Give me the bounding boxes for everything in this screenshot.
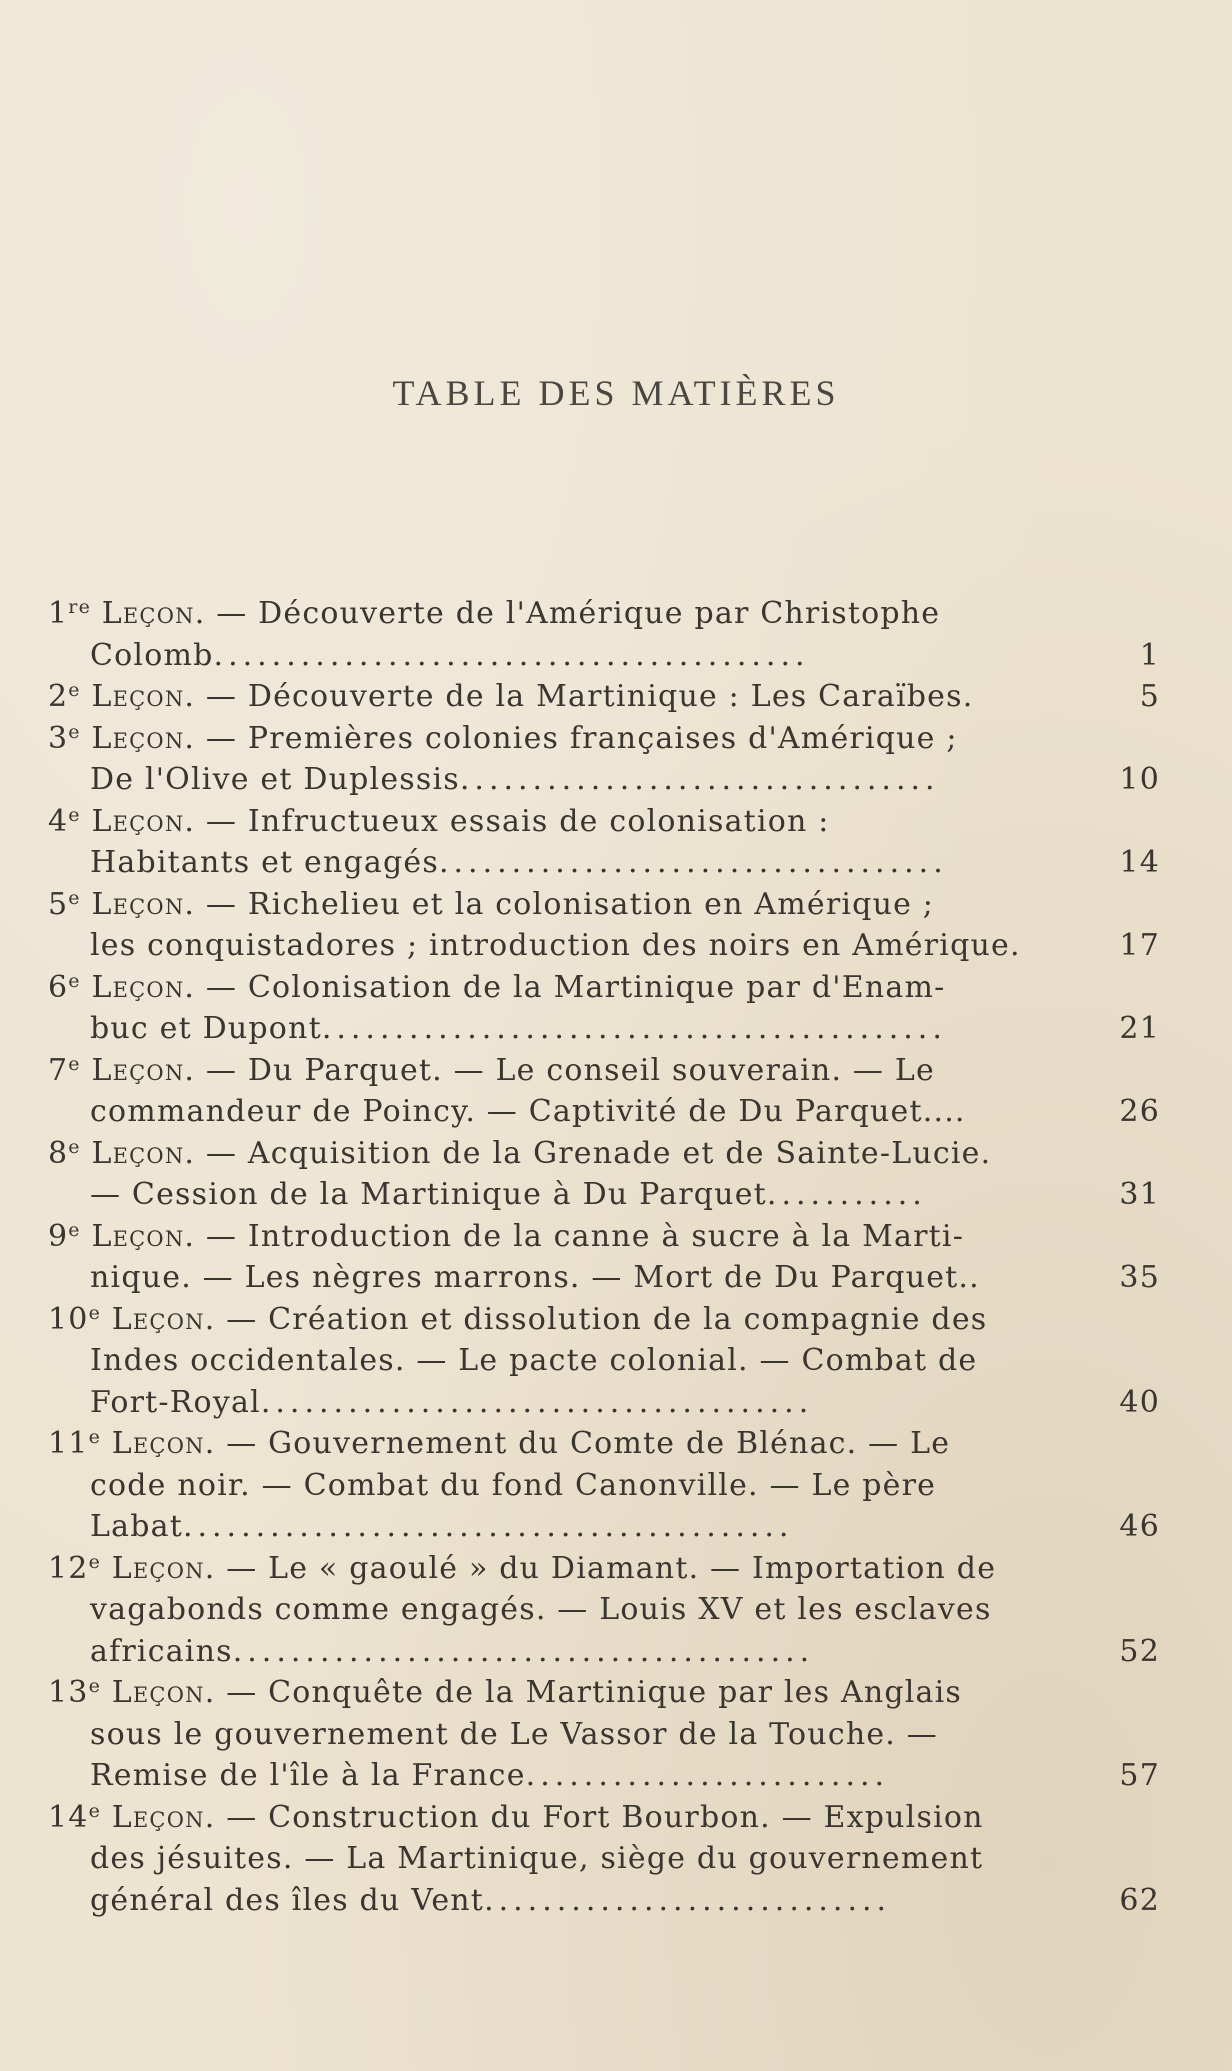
lesson-number-suffix: e bbox=[88, 1550, 102, 1573]
lesson-number-value: 3 bbox=[48, 720, 69, 756]
lesson-title: — Acquisition de la Grenade et de Sainte-Lucie. bbox=[205, 1135, 992, 1171]
toc-entry-first-line bbox=[48, 801, 1160, 843]
toc-entry-first-line bbox=[48, 1050, 1160, 1092]
lesson-title: — Premières colonies françaises d'Amérique ; bbox=[205, 720, 958, 756]
page-number: 52 bbox=[1119, 1633, 1160, 1669]
lesson-title-continuation: africains bbox=[90, 1633, 233, 1669]
lesson-number bbox=[48, 721, 81, 756]
toc-entry-continuation-line bbox=[48, 1631, 1160, 1673]
dot-leaders: .......................................... bbox=[182, 1509, 794, 1544]
toc-entry bbox=[48, 967, 1160, 1050]
lesson-title: — Richelieu et la colonisation en Amérique ; bbox=[205, 886, 935, 922]
page-number: 5 bbox=[1139, 679, 1160, 714]
lesson-number-suffix: e bbox=[88, 1799, 102, 1822]
toc-entry-continuation-line bbox=[48, 1506, 1160, 1548]
lesson-title-continuation: buc et Dupont bbox=[90, 1011, 322, 1046]
lesson-number bbox=[48, 1136, 81, 1171]
lesson-number-value: 7 bbox=[48, 1052, 69, 1088]
lesson-number bbox=[48, 679, 81, 714]
lesson-number-value: 5 bbox=[48, 886, 69, 922]
toc-entry-continuation-line bbox=[48, 1465, 1160, 1507]
lesson-number bbox=[48, 1551, 101, 1586]
lesson-number bbox=[48, 1053, 81, 1088]
lesson-title: — Infructueux essais de colonisation : bbox=[205, 803, 830, 839]
toc-entry bbox=[48, 1299, 1160, 1424]
toc-entry bbox=[48, 676, 1160, 718]
lesson-label: Leçon. bbox=[91, 969, 196, 1005]
lesson-number-value: 13 bbox=[48, 1675, 89, 1710]
dot-leaders: ................................. bbox=[459, 762, 940, 797]
toc-entry bbox=[48, 1548, 1160, 1673]
lesson-title-continuation: commandeur de Poincy. — Captivité de Du Parquet.... bbox=[90, 1094, 966, 1129]
lesson-label: Leçon. bbox=[111, 1550, 216, 1586]
lesson-title: — Création et dissolution de la compagnie des bbox=[226, 1301, 988, 1337]
lesson-title-continuation: Remise de l'île à la France bbox=[90, 1758, 526, 1793]
lesson-title-continuation: — Cession de la Martinique à Du Parquet bbox=[90, 1177, 767, 1212]
page-number: 14 bbox=[1119, 845, 1160, 880]
toc-entry-first-line bbox=[48, 1133, 1160, 1175]
lesson-title-continuation: les conquistadores ; introduction des noirs en Amérique. bbox=[90, 928, 1021, 963]
dot-leaders: ...................................... bbox=[260, 1384, 814, 1420]
page-number: 21 bbox=[1119, 1011, 1160, 1046]
toc-entry-continuation-line bbox=[48, 635, 1160, 677]
toc-entry-continuation-line bbox=[48, 1091, 1160, 1133]
lesson-label: Leçon. bbox=[91, 720, 196, 756]
lesson-title-continuation: Labat bbox=[90, 1509, 183, 1544]
lesson-title: — Du Parquet. — Le conseil souverain. — Le bbox=[205, 1052, 935, 1088]
toc-entry bbox=[48, 801, 1160, 884]
toc-entry-first-line bbox=[48, 1797, 1160, 1839]
lesson-number bbox=[48, 1675, 101, 1710]
toc-entry bbox=[48, 593, 1160, 676]
lesson-title: — Le « gaoulé » du Diamant. — Importation de bbox=[226, 1550, 997, 1586]
lesson-label: Leçon. bbox=[91, 679, 196, 714]
page-number: 31 bbox=[1119, 1177, 1160, 1212]
lesson-number-suffix: re bbox=[68, 596, 92, 618]
toc-entry-first-line bbox=[48, 718, 1160, 760]
toc-entry bbox=[48, 1050, 1160, 1133]
lesson-label: Leçon. bbox=[91, 1218, 196, 1254]
lesson-number-value: 2 bbox=[48, 679, 69, 714]
lesson-label: Leçon. bbox=[111, 1675, 216, 1710]
lesson-title-continuation: Fort-Royal bbox=[90, 1384, 261, 1420]
lesson-number bbox=[48, 596, 91, 631]
dot-leaders: ........... bbox=[766, 1177, 927, 1212]
lesson-title: — Construction du Fort Bourbon. — Expulsion bbox=[226, 1799, 984, 1835]
lesson-title-continuation: des jésuites. — La Martinique, siège du gouvernement bbox=[90, 1841, 984, 1876]
toc-entry-first-line bbox=[48, 1548, 1160, 1590]
lesson-number-value: 1 bbox=[48, 596, 69, 631]
lesson-number-value: 6 bbox=[48, 969, 69, 1005]
toc-entry-continuation-line bbox=[48, 1382, 1160, 1424]
lesson-number bbox=[48, 970, 81, 1005]
page-number: 35 bbox=[1119, 1260, 1160, 1295]
lesson-number bbox=[48, 1800, 101, 1835]
lesson-number-suffix: e bbox=[88, 1301, 102, 1324]
toc-entry-first-line bbox=[48, 1299, 1160, 1341]
page-number: 62 bbox=[1119, 1882, 1160, 1918]
toc-entry-continuation-line bbox=[48, 1880, 1160, 1922]
lesson-number bbox=[48, 1219, 81, 1254]
toc-entry-continuation-line bbox=[48, 1838, 1160, 1880]
lesson-title-continuation: Habitants et engagés bbox=[90, 845, 439, 880]
lesson-label: Leçon. bbox=[91, 803, 196, 839]
lesson-number-value: 4 bbox=[48, 803, 69, 839]
toc-entry bbox=[48, 1423, 1160, 1548]
lesson-number-suffix: e bbox=[68, 679, 81, 701]
dot-leaders: ........................................... bbox=[321, 1011, 947, 1046]
lesson-title: — Découverte de l'Amérique par Christophe bbox=[216, 596, 941, 631]
dot-leaders: ........................................ bbox=[232, 1633, 815, 1669]
dot-leaders: ............................ bbox=[484, 1882, 892, 1918]
lesson-title-continuation: vagabonds comme engagés. — Louis XV et les esclaves bbox=[90, 1592, 992, 1627]
lesson-label: Leçon. bbox=[91, 1052, 196, 1088]
lesson-title: — Introduction de la canne à sucre à la Marti- bbox=[205, 1218, 965, 1254]
toc-entry bbox=[48, 1133, 1160, 1216]
lesson-number-suffix: e bbox=[68, 1052, 81, 1075]
lesson-number-suffix: e bbox=[68, 1218, 81, 1241]
lesson-label: Leçon. bbox=[111, 1301, 216, 1337]
toc-entry bbox=[48, 718, 1160, 801]
toc-entry bbox=[48, 1797, 1160, 1922]
lesson-title: — Colonisation de la Martinique par d'Enam- bbox=[205, 969, 946, 1005]
toc-entry-first-line bbox=[48, 1423, 1160, 1465]
toc-entry-continuation-line bbox=[48, 1340, 1160, 1382]
lesson-number-suffix: e bbox=[68, 803, 81, 826]
lesson-title: — Gouvernement du Comte de Blénac. — Le bbox=[226, 1426, 951, 1461]
page-number: 10 bbox=[1119, 762, 1160, 797]
table-of-contents bbox=[48, 593, 1160, 1921]
toc-entry-continuation-line bbox=[48, 1755, 1160, 1797]
page-number: 46 bbox=[1119, 1509, 1160, 1544]
dot-leaders: ......................... bbox=[525, 1758, 890, 1793]
lesson-title-continuation: nique. — Les nègres marrons. — Mort de Du Parquet.. bbox=[90, 1260, 980, 1295]
dot-leaders: ................................... bbox=[438, 845, 948, 880]
toc-entry-continuation-line bbox=[48, 1008, 1160, 1050]
lesson-label: Leçon. bbox=[91, 1135, 196, 1171]
page-number: 17 bbox=[1119, 928, 1160, 963]
lesson-title-continuation: sous le gouvernement de Le Vassor de la Touche. — bbox=[90, 1716, 938, 1752]
lesson-number-value: 11 bbox=[48, 1426, 89, 1461]
toc-entry-continuation-line bbox=[48, 1257, 1160, 1299]
toc-entry-continuation-line bbox=[48, 1174, 1160, 1216]
lesson-number bbox=[48, 804, 81, 839]
toc-entry-first-line bbox=[48, 967, 1160, 1009]
page-number: 57 bbox=[1119, 1758, 1160, 1793]
page-number: 1 bbox=[1139, 637, 1160, 673]
lesson-label: Leçon. bbox=[111, 1426, 216, 1461]
toc-entry bbox=[48, 1672, 1160, 1797]
lesson-number-value: 12 bbox=[48, 1550, 89, 1586]
lesson-title-continuation: général des îles du Vent bbox=[90, 1882, 485, 1918]
lesson-title-continuation: De l'Olive et Duplessis bbox=[90, 762, 460, 797]
toc-entry-continuation-line bbox=[48, 925, 1160, 967]
lesson-label: Leçon. bbox=[101, 596, 206, 631]
lesson-number-suffix: e bbox=[68, 720, 81, 743]
toc-entry-continuation-line bbox=[48, 1589, 1160, 1631]
page-number: 26 bbox=[1119, 1094, 1160, 1129]
lesson-number-suffix: e bbox=[88, 1675, 102, 1697]
lesson-number-suffix: e bbox=[68, 1135, 81, 1158]
toc-entry bbox=[48, 884, 1160, 967]
lesson-number-value: 14 bbox=[48, 1799, 89, 1835]
page-number: 40 bbox=[1119, 1384, 1160, 1420]
lesson-title: — Conquête de la Martinique par les Anglais bbox=[226, 1675, 963, 1710]
lesson-number-suffix: e bbox=[88, 1426, 102, 1448]
toc-entry-continuation-line bbox=[48, 1714, 1160, 1756]
page-title: TABLE DES MATIÈRES bbox=[392, 373, 840, 413]
toc-entry-continuation-line bbox=[48, 842, 1160, 884]
toc-entry-first-line bbox=[48, 676, 1160, 718]
lesson-title: — Découverte de la Martinique : Les Caraïbes. bbox=[205, 679, 974, 714]
lesson-number bbox=[48, 1302, 101, 1337]
toc-entry bbox=[48, 1216, 1160, 1299]
toc-entry-first-line bbox=[48, 1216, 1160, 1258]
lesson-label: Leçon. bbox=[91, 886, 196, 922]
toc-entry-continuation-line bbox=[48, 759, 1160, 801]
lesson-title-continuation: Colomb bbox=[90, 637, 214, 673]
lesson-number-value: 8 bbox=[48, 1135, 69, 1171]
lesson-title-continuation: code noir. — Combat du fond Canonville. — Le père bbox=[90, 1467, 937, 1503]
lesson-number-value: 10 bbox=[48, 1301, 89, 1337]
lesson-number bbox=[48, 887, 81, 922]
toc-entry-first-line bbox=[48, 1672, 1160, 1714]
lesson-number-value: 9 bbox=[48, 1218, 69, 1254]
lesson-number bbox=[48, 1426, 101, 1461]
lesson-label: Leçon. bbox=[111, 1799, 216, 1835]
lesson-title-continuation: Indes occidentales. — Le pacte colonial. — Combat de bbox=[90, 1343, 978, 1378]
lesson-number-suffix: e bbox=[68, 969, 81, 992]
lesson-number-suffix: e bbox=[68, 886, 81, 909]
dot-leaders: ......................................... bbox=[213, 637, 810, 673]
toc-entry-first-line bbox=[48, 884, 1160, 926]
toc-entry-first-line bbox=[48, 593, 1160, 635]
